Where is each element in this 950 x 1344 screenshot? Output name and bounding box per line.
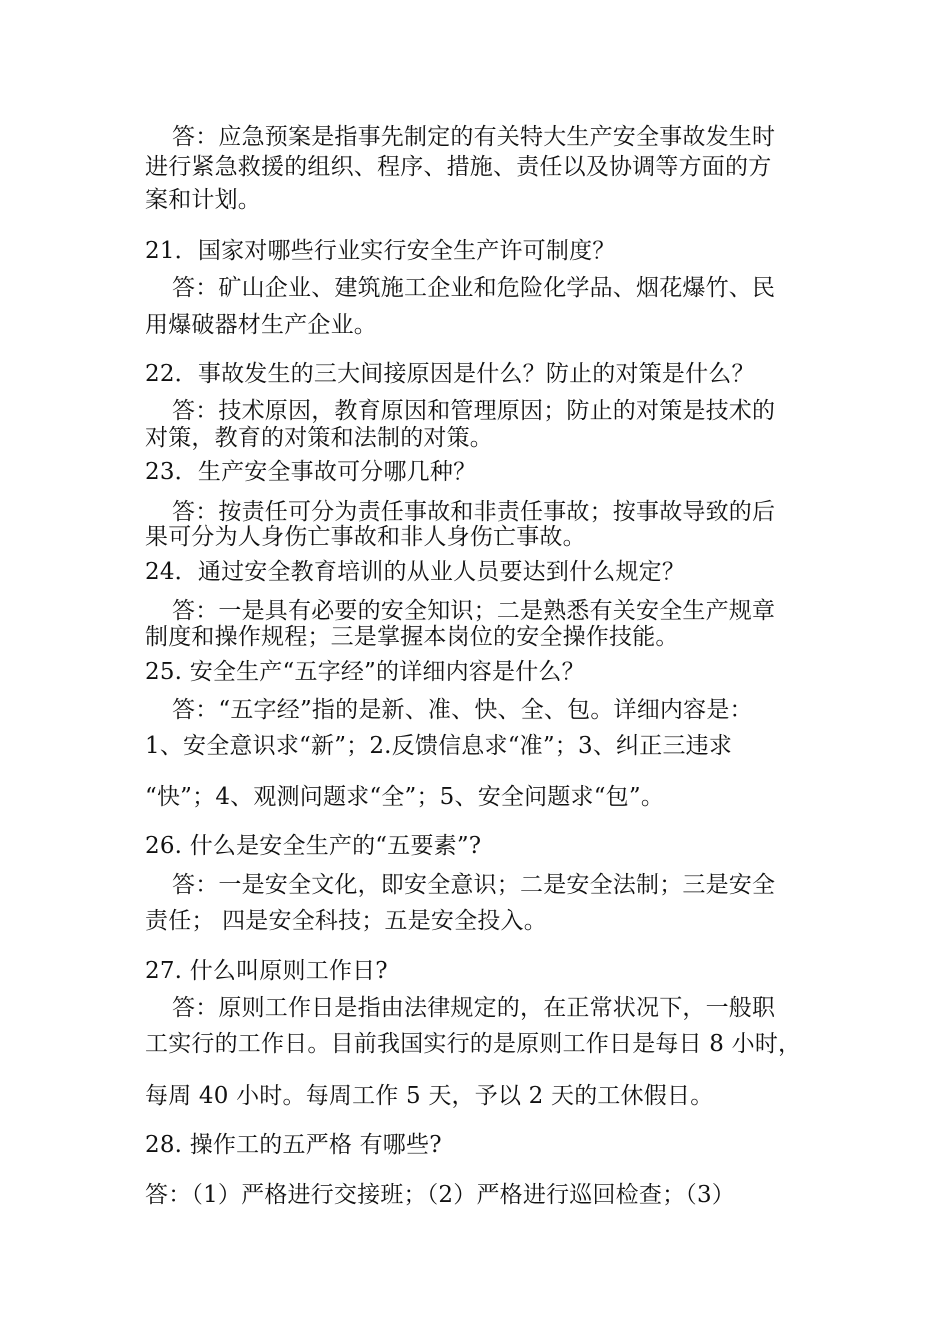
text-line: 答：“五字经”指的是新、准、快、全、包。详细内容是： xyxy=(172,697,753,723)
text-line: “快”；4、观测问题求“全”；5、安全问题求“包”。 xyxy=(145,784,665,810)
question-heading: 27. 什么叫原则工作日? xyxy=(145,958,388,984)
text-line: 答：原则工作日是指由法律规定的，在正常状况下，一般职 xyxy=(172,995,776,1021)
text-line: 责任； 四是安全科技；五是安全投入。 xyxy=(145,908,547,934)
text-line: 答：一是安全文化，即安全意识；二是安全法制；三是安全 xyxy=(172,872,776,898)
text-line: 工实行的工作日。目前我国实行的是原则工作日是每日 8 小时， xyxy=(145,1031,802,1057)
question-heading: 22．事故发生的三大间接原因是什么？防止的对策是什么？ xyxy=(145,361,755,387)
text-line: 对策，教育的对策和法制的对策。 xyxy=(145,425,493,451)
text-line: 1、安全意识求“新”；2.反馈信息求“准”；3、纠正三违求 xyxy=(145,733,733,759)
text-line: 每周 40 小时。每周工作 5 天，予以 2 天的工休假日。 xyxy=(145,1083,714,1109)
text-line: 答：一是具有必要的安全知识；二是熟悉有关安全生产规章 xyxy=(172,598,776,624)
question-heading: 23．生产安全事故可分哪几种？ xyxy=(145,459,477,485)
text-line: 答：矿山企业、建筑施工企业和危险化学品、烟花爆竹、民 xyxy=(172,275,776,301)
question-heading: 28. 操作工的五严格 有哪些? xyxy=(145,1132,442,1158)
text-line: 制度和操作规程；三是掌握本岗位的安全操作技能。 xyxy=(145,624,679,650)
text-line: 答：按责任可分为责任事故和非责任事故；按事故导致的后 xyxy=(172,499,776,525)
question-heading: 25. 安全生产“五字经”的详细内容是什么？ xyxy=(145,659,585,685)
text-line: 案和计划。 xyxy=(145,187,261,213)
question-heading: 21．国家对哪些行业实行安全生产许可制度？ xyxy=(145,238,616,264)
text-line: 用爆破器材生产企业。 xyxy=(145,312,377,338)
text-line: 进行紧急救援的组织、程序、措施、责任以及协调等方面的方 xyxy=(145,154,772,180)
text-line: 答：应急预案是指事先制定的有关特大生产安全事故发生时 xyxy=(172,124,776,150)
text-line: 答：（1）严格进行交接班；（2）严格进行巡回检查；（3） xyxy=(145,1182,735,1208)
text-line: 答：技术原因，教育原因和管理原因；防止的对策是技术的 xyxy=(172,398,776,424)
question-heading: 24．通过安全教育培训的从业人员要达到什么规定？ xyxy=(145,559,686,585)
question-heading: 26. 什么是安全生产的“五要素”? xyxy=(145,833,482,859)
text-line: 果可分为人身伤亡事故和非人身伤亡事故。 xyxy=(145,524,586,550)
